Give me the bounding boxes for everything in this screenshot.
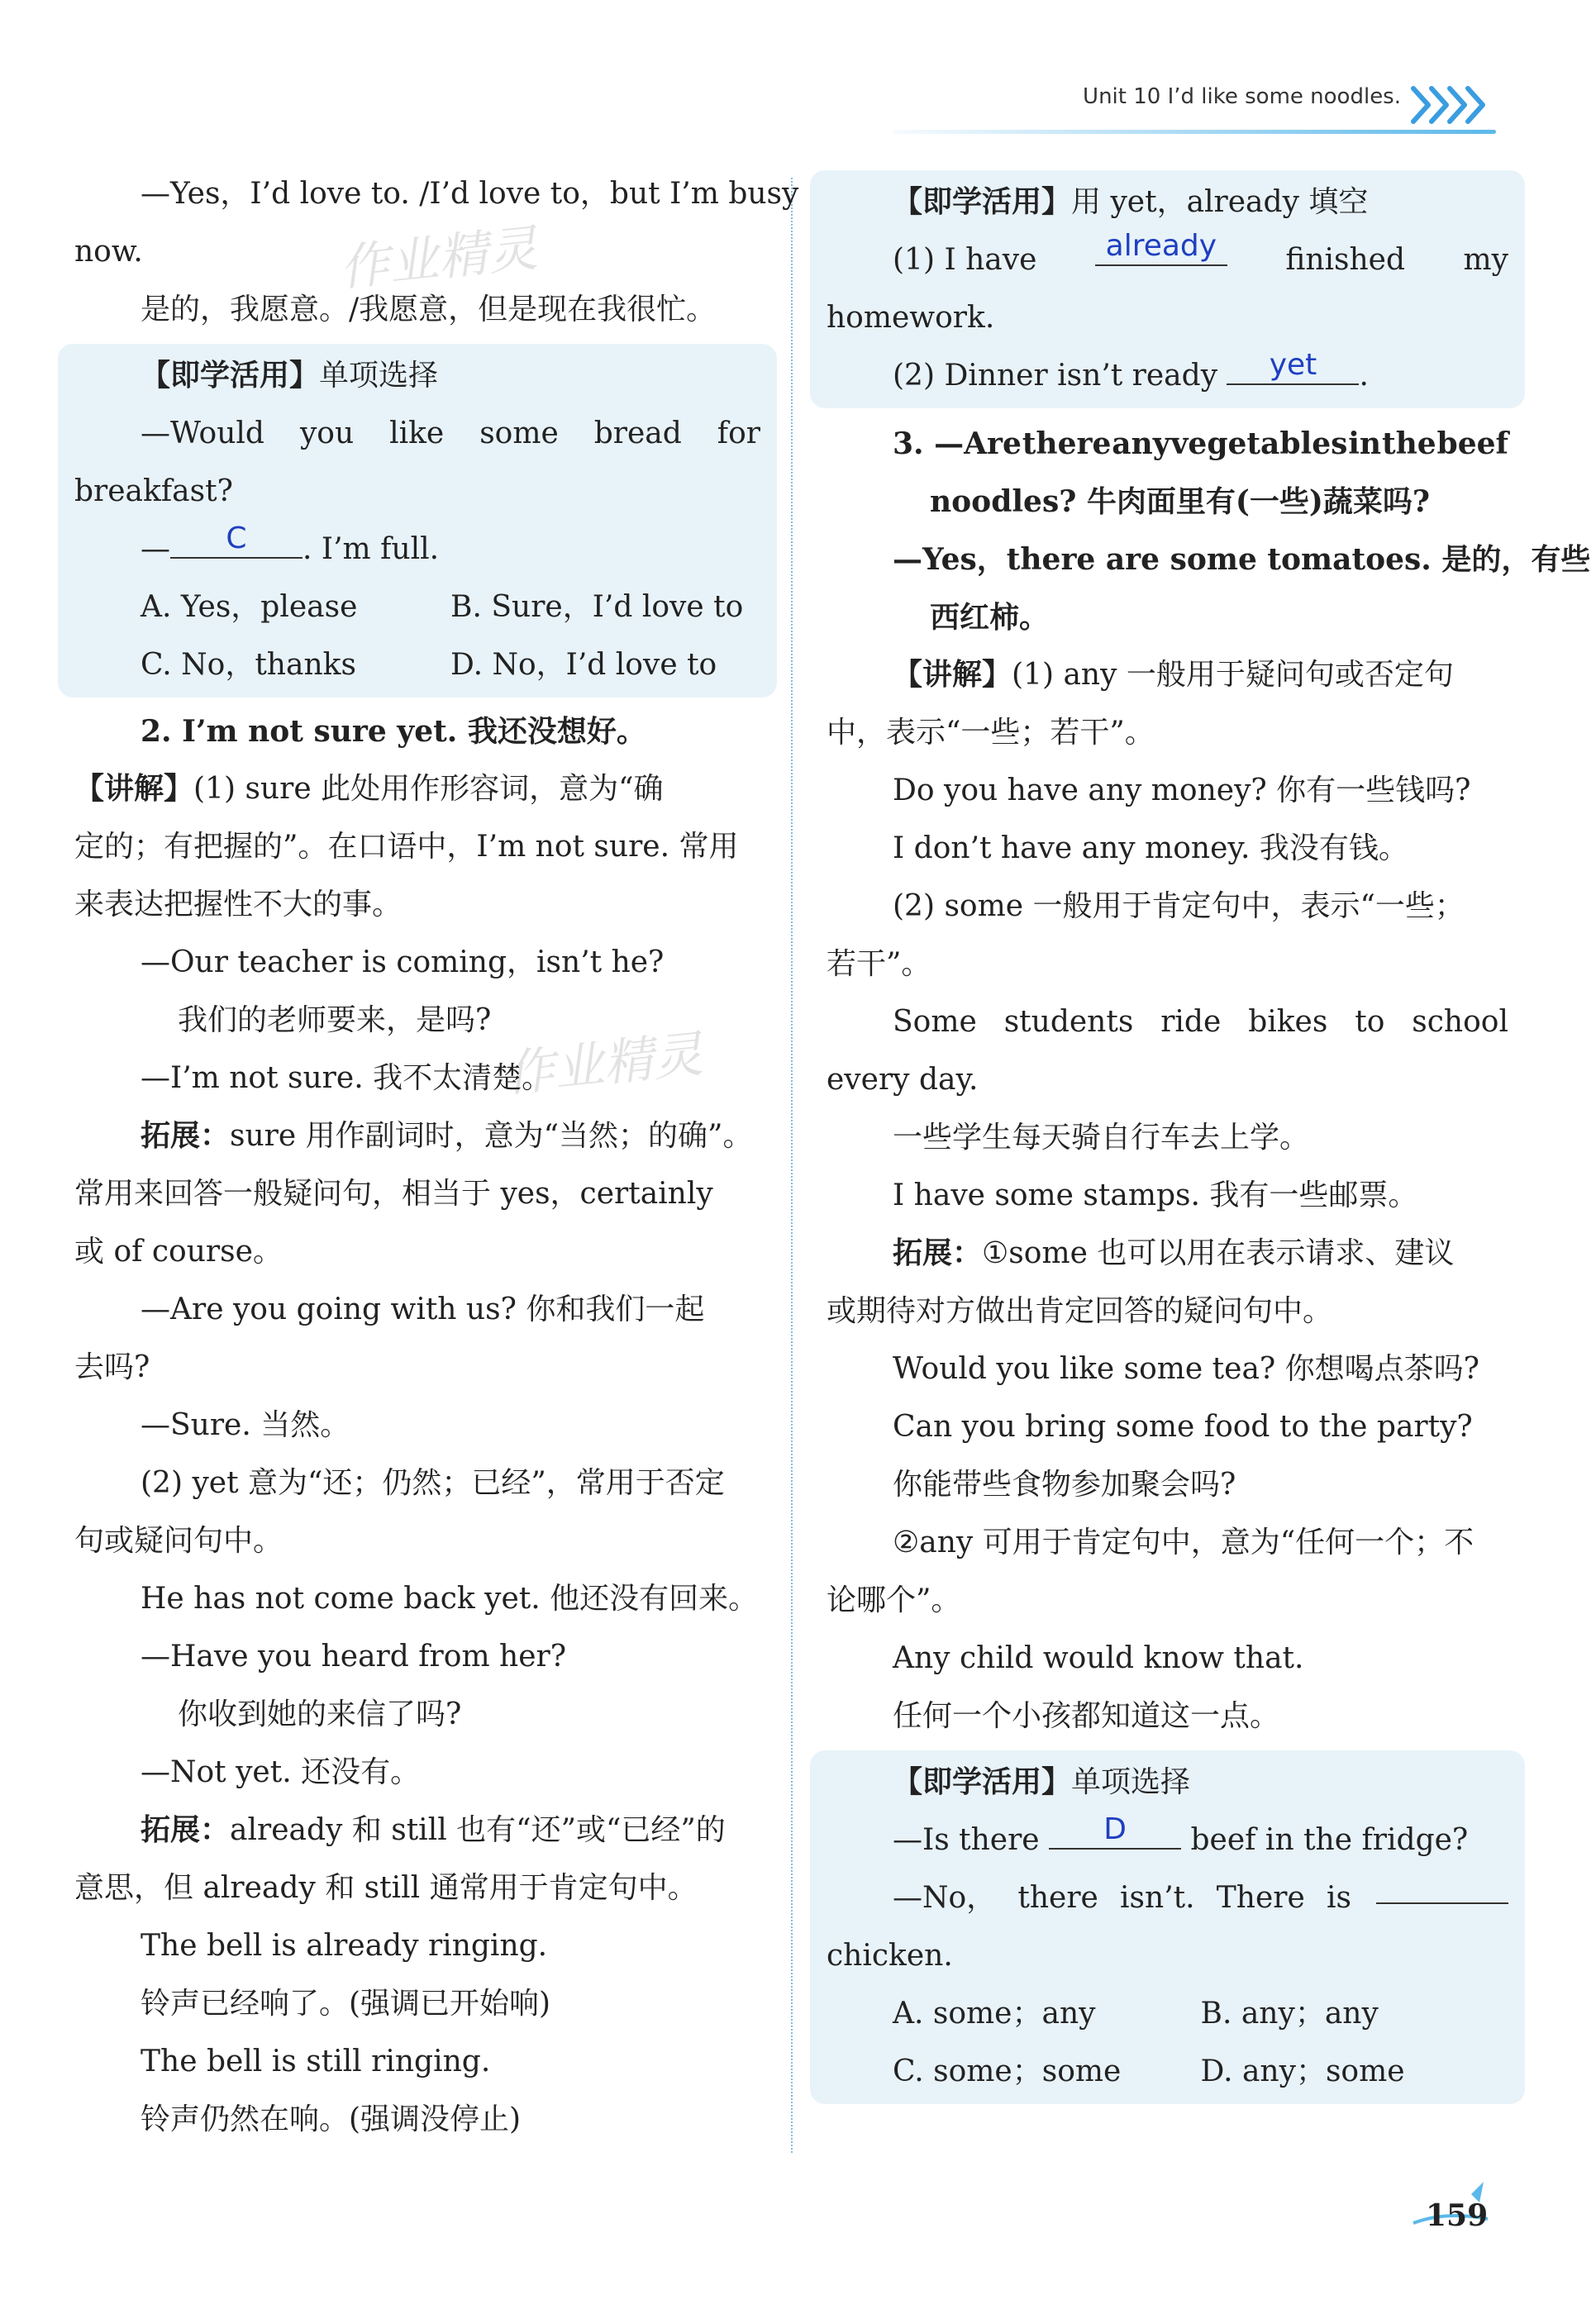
word: Some [893, 1005, 977, 1039]
text-line: Any child would know that. [893, 1641, 1304, 1675]
text-line: 你收到她的来信了吗? [178, 1697, 462, 1731]
chevron-right-icon [1405, 76, 1496, 134]
text-line: 是的，我愿意。/我愿意，但是现在我很忙。 [141, 293, 717, 326]
options-row [74, 636, 760, 694]
question-text [893, 1869, 1376, 1927]
word: bread [593, 417, 682, 450]
exercise-box-choice [810, 1750, 1525, 2104]
word: is [1326, 1881, 1351, 1915]
text-line [827, 415, 1508, 473]
question-text: —Is there [893, 1823, 1050, 1857]
text-line: 2. I’m not sure yet. 我还没想好。 [141, 714, 646, 749]
exercise-box-fill-blank [810, 170, 1525, 408]
word: —No， [893, 1881, 997, 1915]
text-line: The bell is already ringing. [141, 1929, 548, 1963]
text-line: every day. [827, 1063, 979, 1097]
word: beef [1436, 426, 1508, 461]
text-line: —Our teacher is coming，isn’t he? [141, 945, 665, 979]
line-text: 单项选择 [319, 359, 439, 393]
line-text: already 和 still 也有“还”或“已经”的 [230, 1813, 726, 1847]
label-prefix: 【讲解】 [893, 658, 1012, 692]
text-line: 你能带些食物参加聚会吗? [893, 1468, 1236, 1502]
text-line: ②any 可用于肯定句中，意为“任何一个；不 [893, 1526, 1475, 1559]
word: there [1017, 1881, 1098, 1915]
option: A. Yes，please [141, 590, 358, 624]
word: like [389, 417, 445, 450]
question-text: chicken. [827, 1939, 953, 1973]
text-line: breakfast? [74, 474, 233, 508]
column-divider [791, 178, 793, 2153]
header-underline [893, 130, 1496, 134]
word: 3. —Are [893, 426, 1022, 461]
right-column [827, 165, 1591, 2109]
text-line: He has not come back yet. 他还没有回来。 [141, 1582, 759, 1616]
text-line [74, 405, 760, 463]
text-line: 或 of course。 [74, 1235, 283, 1269]
answer-blank [1095, 231, 1227, 266]
label-prefix: 拓展： [893, 1236, 983, 1270]
word: ride [1160, 1005, 1222, 1039]
answer-blank [1227, 350, 1359, 385]
word: some [479, 417, 559, 450]
text-line: I have some stamps. 我有一些邮票。 [893, 1178, 1418, 1212]
exercise-box-choice [58, 344, 777, 698]
line-text: ①some 也可以用在表示请求、建议 [982, 1236, 1455, 1270]
options-row [74, 578, 760, 636]
question-text: my [1463, 243, 1508, 277]
word: school [1412, 1005, 1508, 1039]
text-line: now. [74, 235, 143, 269]
exercise-question-1 [827, 231, 1508, 289]
option-c: C. some；some [893, 2055, 1122, 2088]
text-line: 去吗? [74, 1350, 150, 1384]
word: the [1381, 426, 1436, 461]
text-line: Can you bring some food to the party? [893, 1410, 1473, 1444]
label-prefix: 【讲解】 [74, 772, 194, 806]
exercise-title [827, 174, 1508, 231]
answer-text: C [226, 521, 247, 555]
left-column [74, 165, 799, 2149]
text-line: —I’m not sure. 我不太清楚。 [141, 1061, 552, 1095]
word: —Would [141, 417, 264, 450]
text-line: I don’t have any money. 我没有钱。 [893, 831, 1408, 865]
exercise-answer-line [74, 521, 760, 578]
question-text: — [141, 532, 170, 566]
unit-title: Unit 10 I’d like some noodles. [1083, 84, 1401, 109]
option: B. Sure，I’d love to [450, 590, 744, 624]
question-text: . I’m full. [303, 532, 440, 566]
question-text: (1) I have [893, 243, 1037, 277]
right-explanation [827, 415, 1591, 1745]
page-number: 159 [1426, 2198, 1489, 2233]
question-text: finished [1285, 243, 1406, 277]
text-line [74, 1107, 760, 1165]
question-text: (2) Dinner isn’t ready [893, 359, 1227, 393]
text-line [74, 347, 760, 405]
text-line: 来表达把握性不大的事。 [74, 888, 403, 921]
word: —Yes，I’d love to. /I’d love to，but I’m busy [141, 177, 799, 211]
text-line [827, 1225, 1508, 1283]
text-line [74, 1802, 760, 1859]
exercise-title-text: 单项选择 [1071, 1765, 1191, 1799]
text-line [827, 993, 1508, 1051]
text-line: —Yes，there are some tomatoes. 是的，有些 [893, 542, 1591, 577]
option-d: D. any；some [1200, 2055, 1405, 2088]
page-header [893, 76, 1496, 142]
exercise-title [827, 1754, 1508, 1812]
watermark: 作业精灵 [336, 219, 541, 298]
text-line: (2) yet 意为“还；仍然；已经”，常用于否定 [141, 1466, 725, 1500]
text-line: 常用来回答一般疑问句，相当于 yes，certainly [74, 1177, 713, 1211]
text-line: noodles? 牛肉面里有(一些)蔬菜吗? [930, 484, 1431, 519]
text-line: 铃声仍然在响。(强调没停止) [141, 2102, 522, 2136]
text-line: 我们的老师要来，是吗? [178, 1003, 492, 1037]
word: in [1348, 426, 1382, 461]
text-line: —Not yet. 还没有。 [141, 1755, 421, 1789]
text-line: The bell is still ringing. [141, 2045, 491, 2078]
text-line: 论哪个”。 [827, 1583, 961, 1617]
text-line [74, 760, 760, 818]
answer-text: D [1103, 1812, 1127, 1846]
answer-blank [1376, 1869, 1508, 1904]
line-text: (1) sure 此处用作形容词，意为“确 [193, 772, 664, 806]
text-line: 意思，但 already 和 still 通常用于肯定句中。 [74, 1871, 698, 1905]
label-prefix: 拓展： [141, 1119, 231, 1153]
option-a: A. some；any [893, 1997, 1096, 2031]
word: bikes [1248, 1005, 1328, 1039]
text-line: 定的；有把握的”。在口语中，I’m not sure. 常用 [74, 830, 739, 864]
text-line: Would you like some tea? 你想喝点茶吗? [893, 1352, 1479, 1386]
text-line: 若干”。 [827, 947, 931, 981]
answer-text: already [1105, 229, 1217, 263]
text-line: 中，表示“一些；若干”。 [827, 716, 1155, 750]
question-text: beef in the fridge? [1181, 1823, 1469, 1857]
text-line: —Sure. 当然。 [141, 1408, 350, 1442]
exercise-title-prefix: 【即学活用】 [893, 185, 1072, 219]
text-line [74, 165, 799, 223]
text-line: 或期待对方做出肯定回答的疑问句中。 [827, 1294, 1333, 1328]
line-text: (1) any 一般用于疑问句或否定句 [1012, 658, 1454, 692]
word: isn’t. [1120, 1881, 1195, 1915]
text-line: —Are you going with us? 你和我们一起 [141, 1293, 705, 1326]
label-prefix: 【即学活用】 [141, 359, 320, 393]
word: for [717, 417, 760, 450]
word: you [299, 417, 355, 450]
option: D. No，I’d love to [450, 648, 717, 682]
word: to [1355, 1005, 1385, 1039]
options-row [827, 2043, 1508, 2101]
question-text: . [1359, 359, 1369, 393]
options-row [827, 1985, 1508, 2043]
word: there [1022, 426, 1112, 461]
exercise-question-cont [827, 1869, 1508, 1927]
text-line: 句或疑问句中。 [74, 1524, 283, 1558]
word: There [1216, 1881, 1305, 1915]
text-line: 一些学生每天骑自行车去上学。 [893, 1121, 1310, 1155]
exercise-title-prefix: 【即学活用】 [893, 1765, 1072, 1799]
word: vegetables [1170, 426, 1348, 461]
word: any [1112, 426, 1170, 461]
exercise-question [827, 1812, 1508, 1869]
line-text: sure 用作副词时，意为“当然；的确”。 [230, 1119, 753, 1153]
text-line: —Have you heard from her? [141, 1640, 567, 1674]
word: students [1003, 1005, 1134, 1039]
answer-blank [1049, 1812, 1181, 1850]
exercise-question-2 [827, 347, 1508, 405]
watermark: 作业精灵 [502, 1025, 706, 1104]
text-line: 任何一个小孩都知道这一点。 [893, 1699, 1280, 1733]
text-line: 铃声已经响了。(强调已开始响) [141, 1987, 551, 2021]
label-prefix: 拓展： [141, 1813, 231, 1847]
text-line: (2) some 一般用于肯定句中，表示“一些； [893, 889, 1465, 923]
answer-blank [170, 521, 303, 559]
answer-text: yet [1269, 348, 1317, 382]
text-line: Do you have any money? 你有一些钱吗? [893, 774, 1471, 807]
exercise-title-text: 用 yet，already 填空 [1071, 185, 1369, 219]
option-b: B. any；any [1200, 1997, 1379, 2031]
text-line [827, 646, 1508, 704]
option: C. No，thanks [141, 648, 356, 682]
exercise-question-1-cont: homework. [827, 301, 995, 335]
text-line: 西红柿。 [930, 600, 1050, 635]
